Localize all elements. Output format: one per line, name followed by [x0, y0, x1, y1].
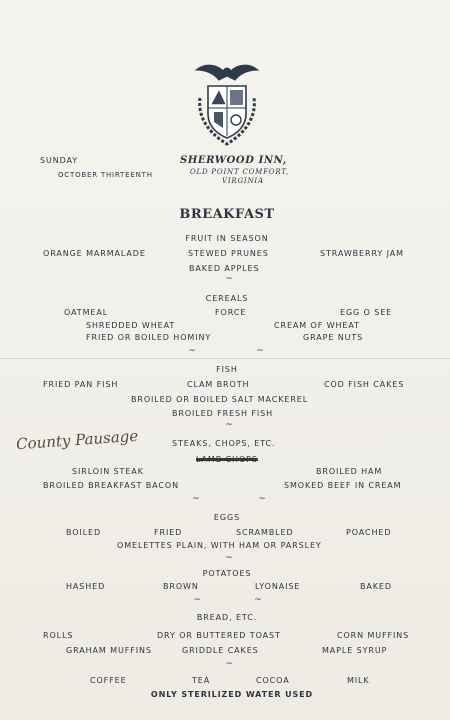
ornament-icon: ~ — [225, 274, 233, 284]
menu-item: EGG O SEE — [340, 308, 393, 317]
menu-item: MILK — [347, 676, 370, 685]
ornament-icon: ~ — [192, 494, 200, 504]
menu-item: FRIED OR BOILED HOMINY — [86, 333, 212, 342]
day-text: SUNDAY — [40, 156, 79, 165]
ornament-icon: ~ — [225, 420, 233, 430]
menu-item: CORN MUFFINS — [337, 631, 410, 640]
section-heading-eggs: EGGS — [213, 513, 241, 522]
section-heading-potatoes: POTATOES — [202, 569, 252, 578]
menu-item: ROLLS — [43, 631, 74, 640]
menu-item: ORANGE MARMALADE — [43, 249, 146, 258]
menu-item: POACHED — [346, 528, 392, 537]
menu-item: LYONAISE — [255, 582, 301, 591]
hotel-crest-icon — [192, 58, 262, 150]
struck-item: LAMB CHOPS — [196, 455, 258, 464]
fold-line — [0, 358, 450, 359]
water-note: ONLY STERILIZED WATER USED — [150, 690, 314, 699]
menu-item: MAPLE SYRUP — [322, 646, 388, 655]
menu-item: COFFEE — [90, 676, 127, 685]
hotel-state: VIRGINIA — [222, 177, 264, 185]
section-heading-fruit: FRUIT IN SEASON — [185, 234, 269, 243]
menu-item: OMELETTES PLAIN, WITH HAM OR PARSLEY — [117, 541, 322, 550]
menu-item: BAKED APPLES — [189, 264, 260, 273]
menu-item: BOILED — [66, 528, 102, 537]
hotel-address: OLD POINT COMFORT, — [190, 168, 289, 176]
menu-item: SMOKED BEEF IN CREAM — [284, 481, 402, 490]
menu-title: BREAKFAST — [179, 207, 275, 222]
menu-item: BROWN — [163, 582, 199, 591]
hotel-name: SHERWOOD INN, — [180, 155, 287, 166]
menu-item: SHREDDED WHEAT — [86, 321, 176, 330]
section-heading-cereals: CEREALS — [205, 294, 249, 303]
menu-item: FORCE — [215, 308, 247, 317]
menu-item: BAKED — [360, 582, 392, 591]
menu-item: SIRLOIN STEAK — [72, 467, 144, 476]
menu-item: GRIDDLE CAKES — [182, 646, 259, 655]
ornament-icon: ~ — [258, 494, 266, 504]
menu-item: CLAM BROTH — [187, 380, 250, 389]
menu-item: GRAPE NUTS — [303, 333, 364, 342]
menu-item: BROILED OR BOILED SALT MACKEREL — [131, 395, 309, 404]
menu-item: SCRAMBLED — [236, 528, 294, 537]
menu-item: HASHED — [66, 582, 106, 591]
menu-item: DRY OR BUTTERED TOAST — [157, 631, 281, 640]
menu-item: STRAWBERRY JAM — [320, 249, 404, 258]
menu-item: BROILED BREAKFAST BACON — [43, 481, 179, 490]
menu-item: FRIED — [154, 528, 183, 537]
date-text: OCTOBER THIRTEENTH — [58, 171, 153, 179]
ornament-icon: ~ — [188, 346, 196, 356]
section-heading-bread: BREAD, ETC. — [196, 613, 258, 622]
section-heading-steaks: STEAKS, CHOPS, ETC. — [172, 439, 276, 448]
ornament-icon: ~ — [225, 553, 233, 563]
menu-item: FRIED PAN FISH — [43, 380, 119, 389]
menu-item: STEWED PRUNES — [188, 249, 269, 258]
menu-item: TEA — [192, 676, 211, 685]
ornament-icon: ~ — [254, 595, 262, 605]
handwritten-note: County Pausage — [15, 426, 139, 454]
menu-item: BROILED HAM — [316, 467, 383, 476]
menu-item: GRAHAM MUFFINS — [66, 646, 152, 655]
menu-item: COCOA — [256, 676, 290, 685]
menu-item: COD FISH CAKES — [324, 380, 405, 389]
menu-item: BROILED FRESH FISH — [172, 409, 274, 418]
ornament-icon: ~ — [225, 659, 233, 669]
ornament-icon: ~ — [193, 595, 201, 605]
menu-item: CREAM OF WHEAT — [274, 321, 360, 330]
section-heading-fish: FISH — [216, 365, 238, 374]
ornament-icon: ~ — [256, 346, 264, 356]
menu-item: OATMEAL — [64, 308, 109, 317]
